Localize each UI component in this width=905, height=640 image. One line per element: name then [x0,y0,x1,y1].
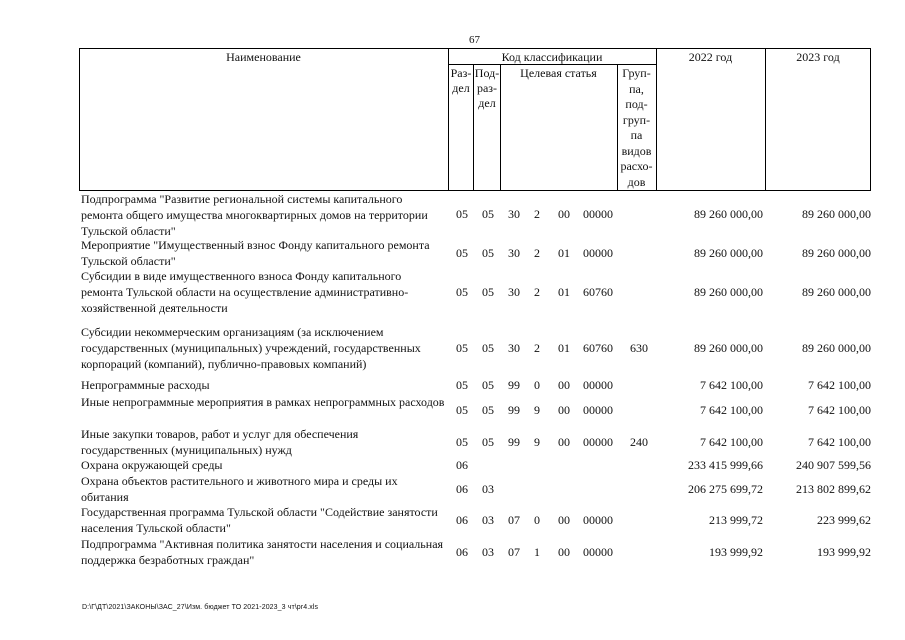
row-subprogram: 2 [534,341,540,355]
row-section: 06 [456,513,468,527]
table-row [81,457,871,473]
row-subprogram: 2 [534,207,540,221]
row-subprogram: 9 [534,435,540,449]
row-program: 99 [508,403,520,417]
row-event: 00 [558,513,570,527]
row-subsection: 05 [482,246,494,260]
row-section: 05 [456,341,468,355]
row-amount-2023: 7 642 100,00 [808,435,871,449]
row-section: 06 [456,545,468,559]
row-subprogram: 0 [534,513,540,527]
row-name: Иные непрограммные мероприятия в рамках непрограммных расходов [81,395,445,409]
row-subprogram: 9 [534,403,540,417]
row-amount-2022: 89 260 000,00 [694,285,763,299]
row-event: 01 [558,285,570,299]
row-amount-2023: 223 999,62 [817,513,871,527]
row-subsection: 05 [482,285,494,299]
row-section: 05 [456,378,468,392]
row-program: 07 [508,513,520,527]
row-event: 00 [558,435,570,449]
row-subsection: 03 [482,545,494,559]
row-direction: 00000 [583,545,613,559]
row-program: 30 [508,285,520,299]
row-name: Подпрограмма "Развитие региональной системы капитального ремонта общего имущества многоквартирных домов на территории Тульской области" [81,192,428,238]
row-section: 05 [456,246,468,260]
row-expense-type: 630 [630,341,648,355]
header-name: Наименование [226,50,301,64]
row-section: 05 [456,207,468,221]
row-program: 99 [508,378,520,392]
row-name: Непрограммные расходы [81,378,210,392]
row-program: 99 [508,435,520,449]
table-row [81,473,871,504]
header-section: Раз- дел [450,66,472,95]
row-subsection: 05 [482,403,494,417]
file-path-footer: D:\Г\ДТ\2021\ЗАКОНЫ\ЗАС_27\Изм. бюджет ТО 2021-2023_3 чт\pr4.xls [82,604,319,611]
table-row [81,237,871,268]
row-program: 30 [508,207,520,221]
row-amount-2022: 7 642 100,00 [700,403,763,417]
row-subsection: 05 [482,378,494,392]
table-row [81,191,871,237]
row-name: Субсидии некоммерческим организациям (за исключением государственных (муниципальных) учреждений, государственных корпораций (компаний), публично-правовых компаний) [81,325,421,371]
row-amount-2022: 89 260 000,00 [694,246,763,260]
header-year-2023: 2023 год [796,50,840,64]
row-amount-2022: 193 999,92 [709,545,763,559]
row-program: 30 [508,341,520,355]
row-direction: 00000 [583,403,613,417]
row-direction: 00000 [583,435,613,449]
row-amount-2022: 206 275 699,72 [688,482,763,496]
table-row [81,268,871,320]
row-amount-2022: 89 260 000,00 [694,341,763,355]
header-subsection: Под- раз- дел [474,66,500,110]
row-direction: 00000 [583,513,613,527]
row-name: Подпрограмма "Активная политика занятости населения и социальная поддержка безработных граждан" [81,537,444,567]
row-amount-2023: 7 642 100,00 [808,378,871,392]
row-subprogram: 1 [534,545,540,559]
table-row [81,504,871,535]
header-year-2022: 2022 год [688,50,733,64]
row-subsection: 03 [482,482,494,496]
row-amount-2022: 213 999,72 [709,513,763,527]
row-amount-2022: 233 415 999,66 [688,458,763,472]
row-subprogram: 0 [534,378,540,392]
header-group: Груп- па, под- груп- па видов расхо- дов [620,66,653,189]
row-section: 05 [456,435,468,449]
row-amount-2023: 240 907 599,56 [796,458,871,472]
table-row [81,426,871,457]
row-subsection: 05 [482,207,494,221]
row-name: Мероприятие "Имущественный взнос Фонду капитального ремонта Тульской области" [81,238,430,268]
row-subsection: 03 [482,513,494,527]
page-number: 67 [469,34,480,46]
table-row [81,324,871,372]
row-amount-2023: 7 642 100,00 [808,403,871,417]
row-name: Охрана окружающей среды [81,458,223,472]
row-amount-2023: 193 999,92 [817,545,871,559]
row-event: 00 [558,403,570,417]
row-program: 07 [508,545,520,559]
row-direction: 00000 [583,246,613,260]
row-section: 05 [456,285,468,299]
row-amount-2023: 213 802 899,62 [796,482,871,496]
row-name: Иные закупки товаров, работ и услуг для обеспечения государственных (муниципальных) нужд [81,427,359,457]
row-subsection: 05 [482,435,494,449]
row-subprogram: 2 [534,285,540,299]
row-name: Государственная программа Тульской области "Содействие занятости населения Тульской области" [81,505,438,535]
row-event: 01 [558,341,570,355]
row-section: 06 [456,482,468,496]
row-event: 00 [558,207,570,221]
row-amount-2023: 89 260 000,00 [802,285,871,299]
header-code-group: Код классификации [501,50,603,64]
row-amount-2022: 89 260 000,00 [694,207,763,221]
row-section: 06 [456,458,468,472]
table-row [81,394,871,425]
row-name: Охрана объектов растительного и животного мира и среды их обитания [81,474,398,504]
row-direction: 60760 [583,341,613,355]
table-row [81,536,871,567]
row-amount-2023: 89 260 000,00 [802,207,871,221]
row-section: 05 [456,403,468,417]
row-subsection: 05 [482,341,494,355]
table-row [81,377,871,393]
row-amount-2023: 89 260 000,00 [802,341,871,355]
row-amount-2022: 7 642 100,00 [700,378,763,392]
header-target-article: Целевая статья [520,66,597,80]
row-name: Субсидии в виде имущественного взноса Фонду капитального ремонта Тульской области на осуществление административно-хозяйственной деятельности [81,269,409,315]
row-amount-2022: 7 642 100,00 [700,435,763,449]
row-program: 30 [508,246,520,260]
row-event: 01 [558,246,570,260]
row-direction: 60760 [583,285,613,299]
row-direction: 00000 [583,207,613,221]
row-expense-type: 240 [630,435,648,449]
row-direction: 00000 [583,378,613,392]
row-event: 00 [558,545,570,559]
row-event: 00 [558,378,570,392]
row-amount-2023: 89 260 000,00 [802,246,871,260]
row-subprogram: 2 [534,246,540,260]
